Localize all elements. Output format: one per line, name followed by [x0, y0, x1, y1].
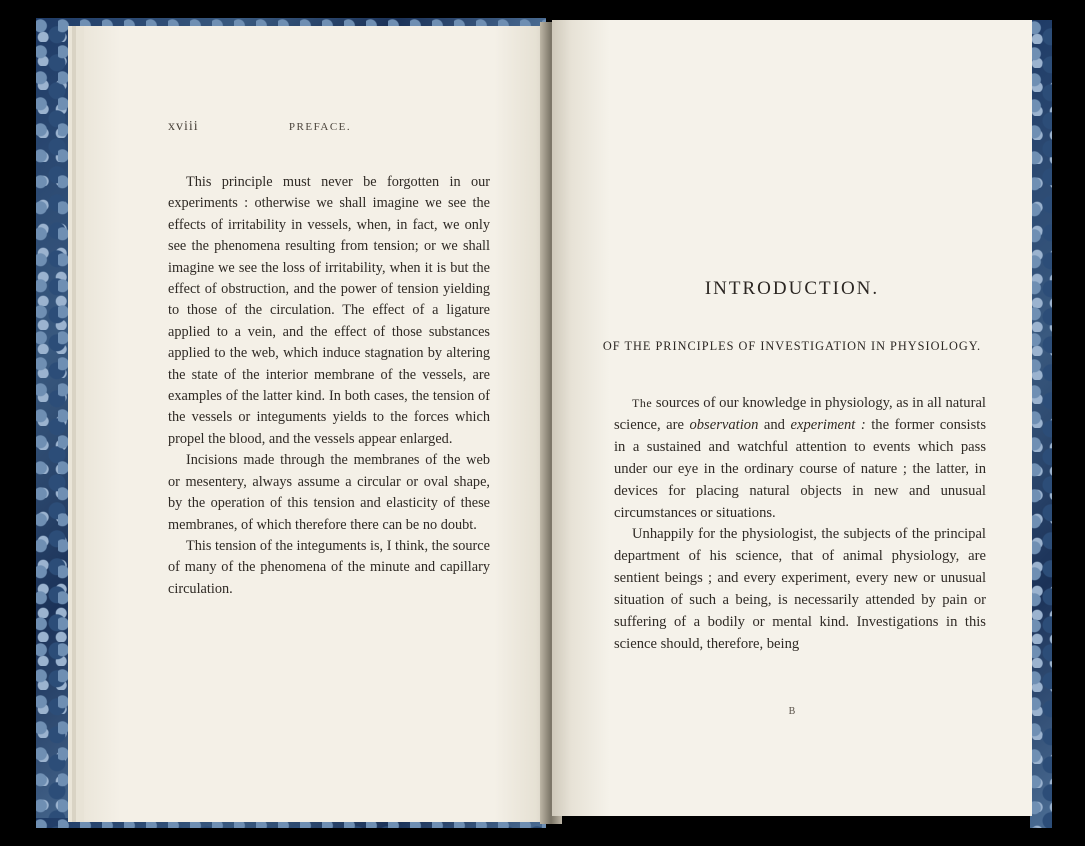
left-paragraph-2: Incisions made through the membranes of the web or mesentery, always assume a circular or oval shape, by the operation of this tension and elasticity of these membranes, of which therefore there can be no doubt. — [168, 452, 490, 533]
chapter-title: INTRODUCTION. — [704, 278, 880, 299]
p1-experiment: experiment : — [790, 416, 866, 433]
signature-mark: B — [788, 706, 796, 717]
p1-part-a: sources of our knowledge in physiology, as in all natural science, are — [614, 395, 986, 433]
right-paragraph-1 — [614, 393, 986, 524]
left-page-body — [168, 172, 490, 600]
p1-observation: observation — [689, 416, 759, 433]
running-header — [168, 118, 351, 135]
left-paragraph-1: This principle must never be forgotten in our experiments : otherwise we shall imagine we see the effects of irritability in vessels, when, in fact, we only see the phenomena resulting from tension; or we shall imagine we see the loss of irritability, when it is but the effect of obstruction, and the power of tension yielding to those of the circulation. The effect of a ligature applied to a vein, and the effect of those substances applied to the web, which induce stagnation by altering the state of the interior membrane of the vessels, are examples of the latter kind. In both cases, the tension of the vessels or integuments yields to the forces which propel the blood, and the vessels appear enlarged. — [168, 174, 490, 447]
left-paragraph-3: This tension of the integuments is, I think, the source of many of the phenomena of the minute and capillary circulation. — [168, 537, 490, 597]
p1-part-c: the former consists in a sustained and watchful attention to events which pass under our eye in the ordinary course of nature ; the latter, in devices for placing natural objects in new and unusual circumstances or situations. — [614, 416, 987, 521]
first-word-smallcaps: The — [632, 396, 653, 410]
right-page — [552, 20, 1032, 816]
p1-part-b: and — [758, 416, 791, 433]
book-cover-right-marbled — [1030, 20, 1052, 828]
left-page — [84, 26, 550, 822]
page-number: xviii — [168, 119, 199, 134]
running-head-title: PREFACE. — [288, 121, 352, 133]
right-paragraph-2: Unhappily for the physiologist, the subjects of the principal department of his science, that of animal physiology, are sentient beings ; and every experiment, every new or unusual situation of such a being, is necessarily attended by pain or suffering of a bodily or mental kind. Investigations in this science should, therefore, being — [614, 526, 986, 652]
right-page-body — [614, 393, 986, 656]
chapter-subtitle: OF THE PRINCIPLES OF INVESTIGATION IN PHYSIOLOGY. — [602, 339, 982, 353]
